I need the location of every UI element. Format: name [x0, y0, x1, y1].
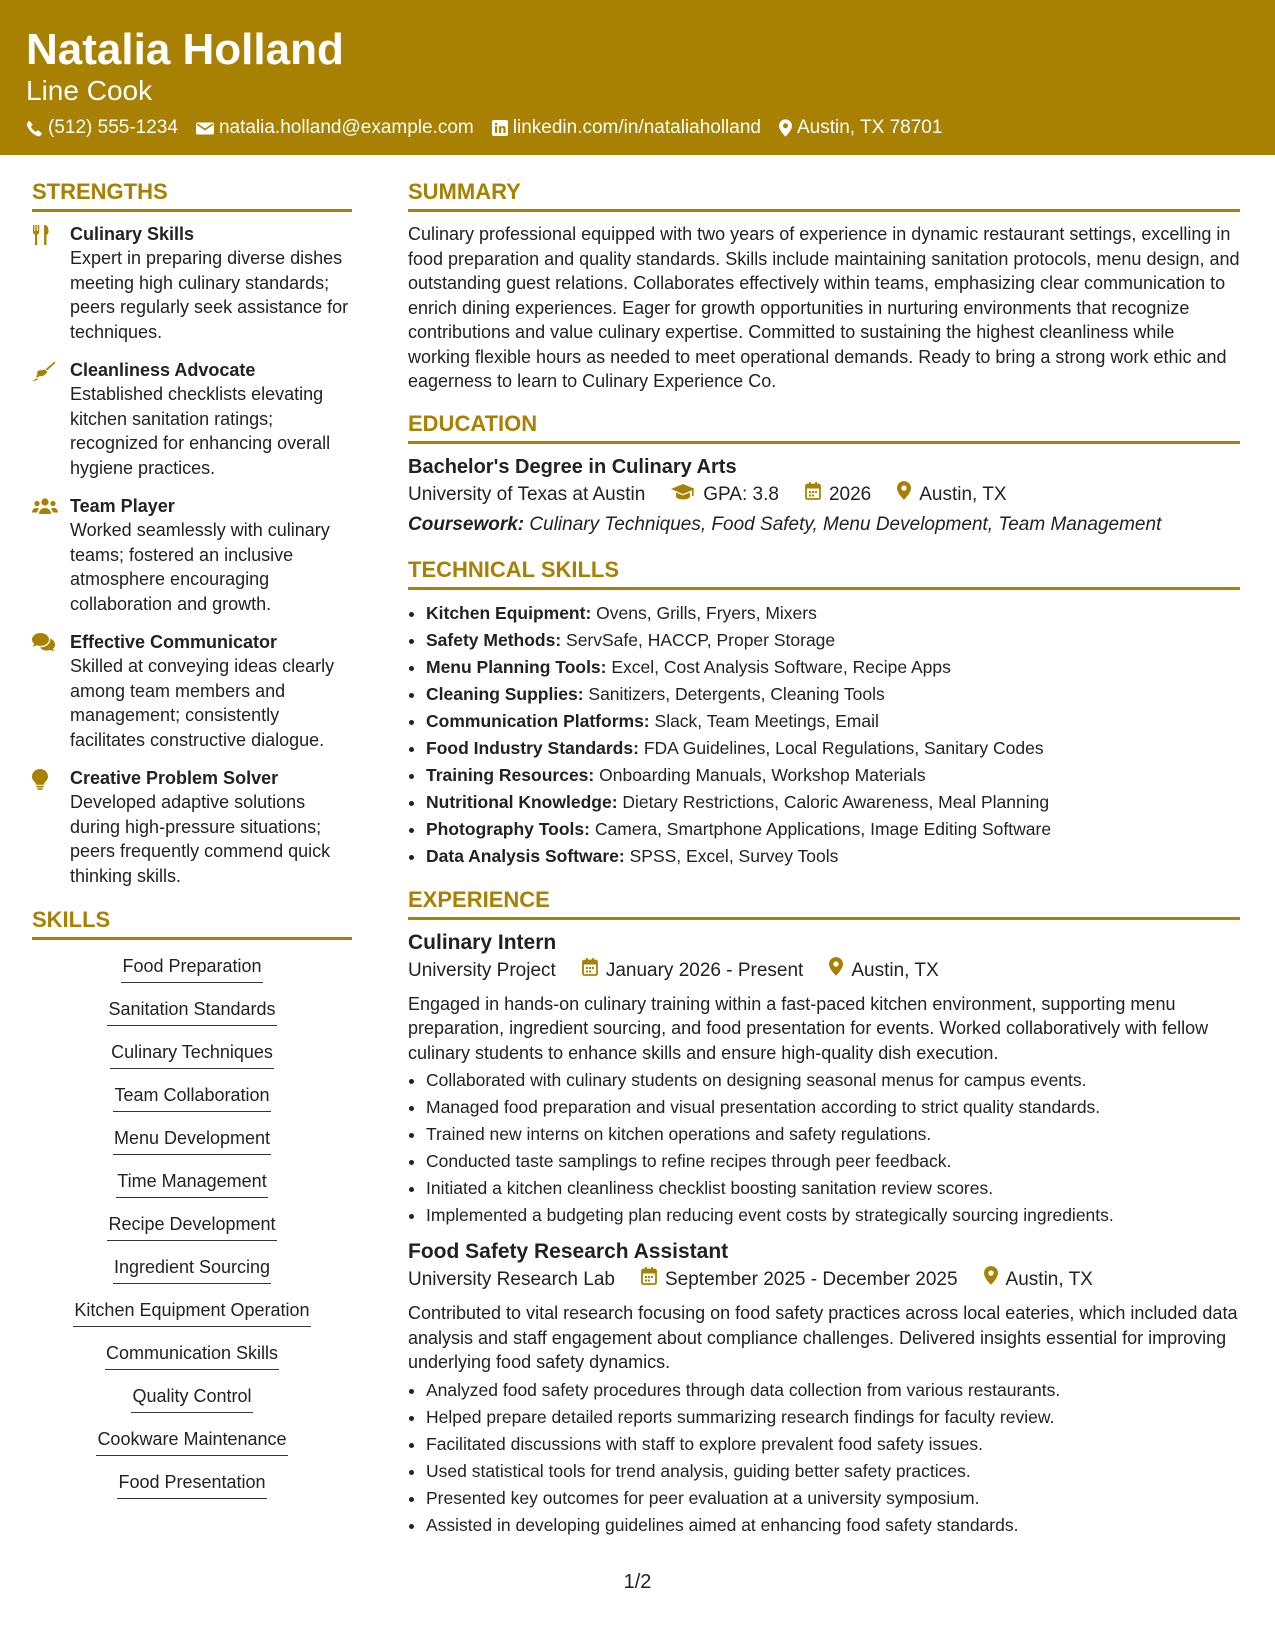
job-dates: September 2025 - December 2025: [664, 1269, 958, 1290]
utensils-icon: [32, 222, 60, 344]
gpa-text: GPA: 3.8: [703, 483, 779, 505]
experience-entry: [408, 930, 1240, 1230]
skill-label: Cookware Maintenance: [96, 1427, 287, 1456]
technical-skill-value: Excel, Cost Analysis Software, Recipe Apps: [611, 656, 951, 677]
coursework-label: Coursework:: [408, 513, 525, 535]
skill-item: [32, 1427, 352, 1456]
strength-description: Worked seamlessly with culinary teams; fostered an inclusive atmosphere encouraging collaboration and growth.: [70, 520, 330, 614]
job-bullet: • Conducted taste samplings to refine recipes through peer feedback.: [426, 1148, 1240, 1175]
job-bullet: • Initiated a kitchen cleanliness checklist boosting sanitation review scores.: [426, 1175, 1240, 1202]
phone-text: (512) 555-1234: [48, 117, 178, 138]
experience-heading: EXPERIENCE: [408, 886, 1240, 920]
strength-description: Skilled at conveying ideas clearly among team members and management; consistently facilitates constructive dialogue.: [70, 656, 335, 750]
skill-label: Kitchen Equipment Operation: [73, 1298, 310, 1327]
linkedin-icon: [492, 120, 508, 136]
skills-list: [32, 954, 352, 1499]
strength-item: [32, 494, 352, 616]
technical-skill-value: Sanitizers, Detergents, Cleaning Tools: [588, 683, 885, 704]
skill-label: Quality Control: [131, 1384, 252, 1413]
right-column: [408, 178, 1240, 1549]
users-icon: [32, 494, 60, 616]
contact-email[interactable]: [196, 116, 474, 140]
skill-item: [32, 1470, 352, 1499]
technical-skill-item: [426, 762, 1240, 789]
degree-title: Bachelor's Degree in Culinary Arts: [408, 455, 737, 478]
technical-skills-list: [408, 600, 1240, 870]
skill-item: [32, 1083, 352, 1112]
technical-skill-item: [426, 627, 1240, 654]
school-name: University of Texas at Austin: [408, 483, 646, 505]
summary-text: Culinary professional equipped with two years of experience in dynamic restaurant settings, excelling in food preparation and quality standards. Skills include maintaining sanitation protocols, menu design, and outstanding guest relations. Collaborates effectively within teams, emphasizing clear communication to enrich dining experiences. Eager for growth opportunities in nurturing environments that recognize contributions and value culinary expertise. Committed to sustaining the highest cleanliness while working flexible hours as needed to meet operational demands. Ready to bring a strong work ethic and eagerness to learn to Culinary Experience Co.: [408, 224, 1240, 391]
resume-header: [0, 0, 1275, 155]
technical-skill-value: Slack, Team Meetings, Email: [654, 710, 879, 731]
skill-item: [32, 1384, 352, 1413]
contact-phone[interactable]: [26, 116, 178, 140]
map-marker-icon: [829, 956, 843, 986]
skills-heading: SKILLS: [32, 906, 352, 940]
technical-skill-item: [426, 654, 1240, 681]
candidate-name: Natalia Holland: [26, 25, 344, 74]
graduation-cap-icon: [671, 480, 695, 510]
technical-skill-value: ServSafe, HACCP, Proper Storage: [566, 629, 836, 650]
job-dates: January 2026 - Present: [605, 959, 804, 981]
job-title: Food Safety Research Assistant: [408, 1240, 729, 1263]
skill-item: [32, 1126, 352, 1155]
education-location: Austin, TX: [919, 483, 1007, 505]
map-marker-icon: [984, 1265, 998, 1295]
skill-label: Food Presentation: [117, 1470, 266, 1499]
skill-item: [32, 954, 352, 983]
map-marker-icon: [779, 119, 792, 137]
job-organization: University Research Lab: [408, 1269, 615, 1290]
technical-skill-value: SPSS, Excel, Survey Tools: [629, 845, 839, 866]
job-bullet: • Trained new interns on kitchen operations and safety regulations.: [426, 1121, 1240, 1148]
job-bullet: • Implemented a budgeting plan reducing event costs by strategically sourcing ingredients.: [426, 1202, 1240, 1229]
job-location: Austin, TX: [1005, 1269, 1093, 1290]
candidate-role: Line Cook: [26, 75, 153, 106]
skill-label: Communication Skills: [105, 1341, 279, 1370]
strength-item: [32, 222, 352, 344]
job-meta: [408, 956, 1240, 986]
strength-title: Effective Communicator: [70, 632, 278, 652]
job-bullet: • Managed food preparation and visual presentation according to strict quality standards.: [426, 1094, 1240, 1121]
job-description: Engaged in hands-on culinary training within a fast-paced kitchen environment, supporting menu preparation, ingredient sourcing, and food presentation for events. Worked collaboratively with fellow culinary students to enhance skills and ensure high-quality dish execution.: [408, 993, 1209, 1063]
job-title: Culinary Intern: [408, 930, 557, 954]
job-bullet: • Analyzed food safety procedures through data collection from various restaurants.: [426, 1377, 1240, 1404]
technical-skill-label: Communication Platforms:: [426, 710, 650, 731]
strength-description: Expert in preparing diverse dishes meeting high culinary standards; peers regularly seek assistance for techniques.: [70, 248, 349, 342]
skill-label: Team Collaboration: [113, 1083, 270, 1112]
graduation-year: 2026: [828, 483, 872, 505]
skill-item: [32, 1298, 352, 1327]
skill-item: [32, 1341, 352, 1370]
job-bullets: [408, 1377, 1240, 1539]
job-bullet: • Facilitated discussions with staff to explore prevalent food safety issues.: [426, 1431, 1240, 1458]
job-bullet: • Collaborated with culinary students on designing seasonal menus for campus events.: [426, 1067, 1240, 1094]
technical-skill-label: Nutritional Knowledge:: [426, 791, 618, 812]
strength-title: Cleanliness Advocate: [70, 360, 256, 380]
strength-description: Developed adaptive solutions during high-pressure situations; peers frequently commend quick thinking skills.: [70, 792, 331, 886]
skill-item: [32, 997, 352, 1026]
technical-skill-item: [426, 789, 1240, 816]
technical-skill-item: [426, 816, 1240, 843]
skill-item: [32, 1212, 352, 1241]
linkedin-text: linkedin.com/in/nataliaholland: [512, 117, 761, 138]
education-heading: EDUCATION: [408, 410, 1240, 444]
lightbulb-icon: [32, 766, 60, 888]
technical-skill-item: [426, 843, 1240, 870]
skill-item: [32, 1255, 352, 1284]
strength-title: Team Player: [70, 496, 175, 516]
technical-skill-item: [426, 735, 1240, 762]
job-meta: [408, 1265, 1240, 1295]
technical-skill-item: [426, 681, 1240, 708]
technical-skill-value: FDA Guidelines, Local Regulations, Sanitary Codes: [643, 737, 1044, 758]
technical-skill-label: Safety Methods:: [426, 629, 562, 650]
strength-item: [32, 630, 352, 752]
page-indicator: 1/2: [623, 1571, 652, 1593]
technical-skill-value: Ovens, Grills, Fryers, Mixers: [596, 602, 817, 623]
skill-item: [32, 1169, 352, 1198]
skill-item: [32, 1040, 352, 1069]
skill-label: Food Preparation: [121, 954, 262, 983]
strength-item: [32, 766, 352, 888]
strengths-heading: STRENGTHS: [32, 178, 352, 212]
education-meta: [408, 480, 1240, 510]
coursework-list: Culinary Techniques, Food Safety, Menu Development, Team Management: [529, 513, 1162, 535]
envelope-icon: [196, 121, 214, 136]
left-column: [32, 178, 352, 1513]
technical-skill-item: [426, 708, 1240, 735]
email-text: natalia.holland@example.com: [218, 117, 474, 138]
technical-skill-label: Menu Planning Tools:: [426, 656, 607, 677]
job-organization: University Project: [408, 959, 556, 981]
map-marker-icon: [897, 480, 911, 510]
technical-skill-value: Dietary Restrictions, Caloric Awareness, Meal Planning: [622, 791, 1050, 812]
technical-skill-item: [426, 600, 1240, 627]
job-bullet: • Assisted in developing guidelines aimed at enhancing food safety standards.: [426, 1512, 1240, 1539]
strength-item: [32, 358, 352, 480]
contact-bar: [26, 116, 942, 140]
coursework: [408, 510, 1240, 540]
broom-icon: [32, 358, 60, 480]
job-bullet: • Used statistical tools for trend analysis, guiding better safety practices.: [426, 1458, 1240, 1485]
technical-skill-label: Kitchen Equipment:: [426, 602, 592, 623]
location-text: Austin, TX 78701: [796, 117, 943, 138]
technical-skill-label: Training Resources:: [426, 764, 595, 785]
calendar-icon: [582, 956, 598, 986]
job-bullets: [408, 1067, 1240, 1229]
skill-label: Time Management: [116, 1169, 267, 1198]
skill-label: Ingredient Sourcing: [113, 1255, 271, 1284]
calendar-icon: [805, 480, 821, 510]
job-location: Austin, TX: [851, 959, 939, 981]
strength-description: Established checklists elevating kitchen sanitation ratings; recognized for enhancing overall hygiene practices.: [70, 384, 331, 478]
summary-heading: SUMMARY: [408, 178, 1240, 212]
experience-entry: [408, 1239, 1240, 1539]
technical-skill-label: Data Analysis Software:: [426, 845, 625, 866]
job-bullet: • Presented key outcomes for peer evaluation at a university symposium.: [426, 1485, 1240, 1512]
skill-label: Culinary Techniques: [110, 1040, 274, 1069]
skill-label: Menu Development: [113, 1126, 271, 1155]
strength-title: Creative Problem Solver: [70, 768, 279, 788]
technical-skill-value: Camera, Smartphone Applications, Image Editing Software: [594, 818, 1052, 839]
technical-skill-label: Cleaning Supplies:: [426, 683, 584, 704]
technical-skill-label: Photography Tools:: [426, 818, 590, 839]
technical-skills-heading: TECHNICAL SKILLS: [408, 556, 1240, 590]
contact-linkedin[interactable]: [492, 116, 761, 140]
job-bullet: • Helped prepare detailed reports summarizing research findings for faculty review.: [426, 1404, 1240, 1431]
skill-label: Recipe Development: [107, 1212, 276, 1241]
strength-title: Culinary Skills: [70, 224, 195, 244]
calendar-icon: [641, 1265, 657, 1295]
comments-icon: [32, 630, 60, 752]
phone-icon: [26, 120, 43, 137]
skill-label: Sanitation Standards: [107, 997, 276, 1026]
technical-skill-label: Food Industry Standards:: [426, 737, 639, 758]
technical-skill-value: Onboarding Manuals, Workshop Materials: [599, 764, 926, 785]
contact-location: [779, 116, 942, 140]
job-description: Contributed to vital research focusing on food safety practices across local eateries, which included data analysis and staff engagement about compliance challenges. Delivered insights essential for improving underlying food safety dynamics.: [408, 1303, 1238, 1372]
